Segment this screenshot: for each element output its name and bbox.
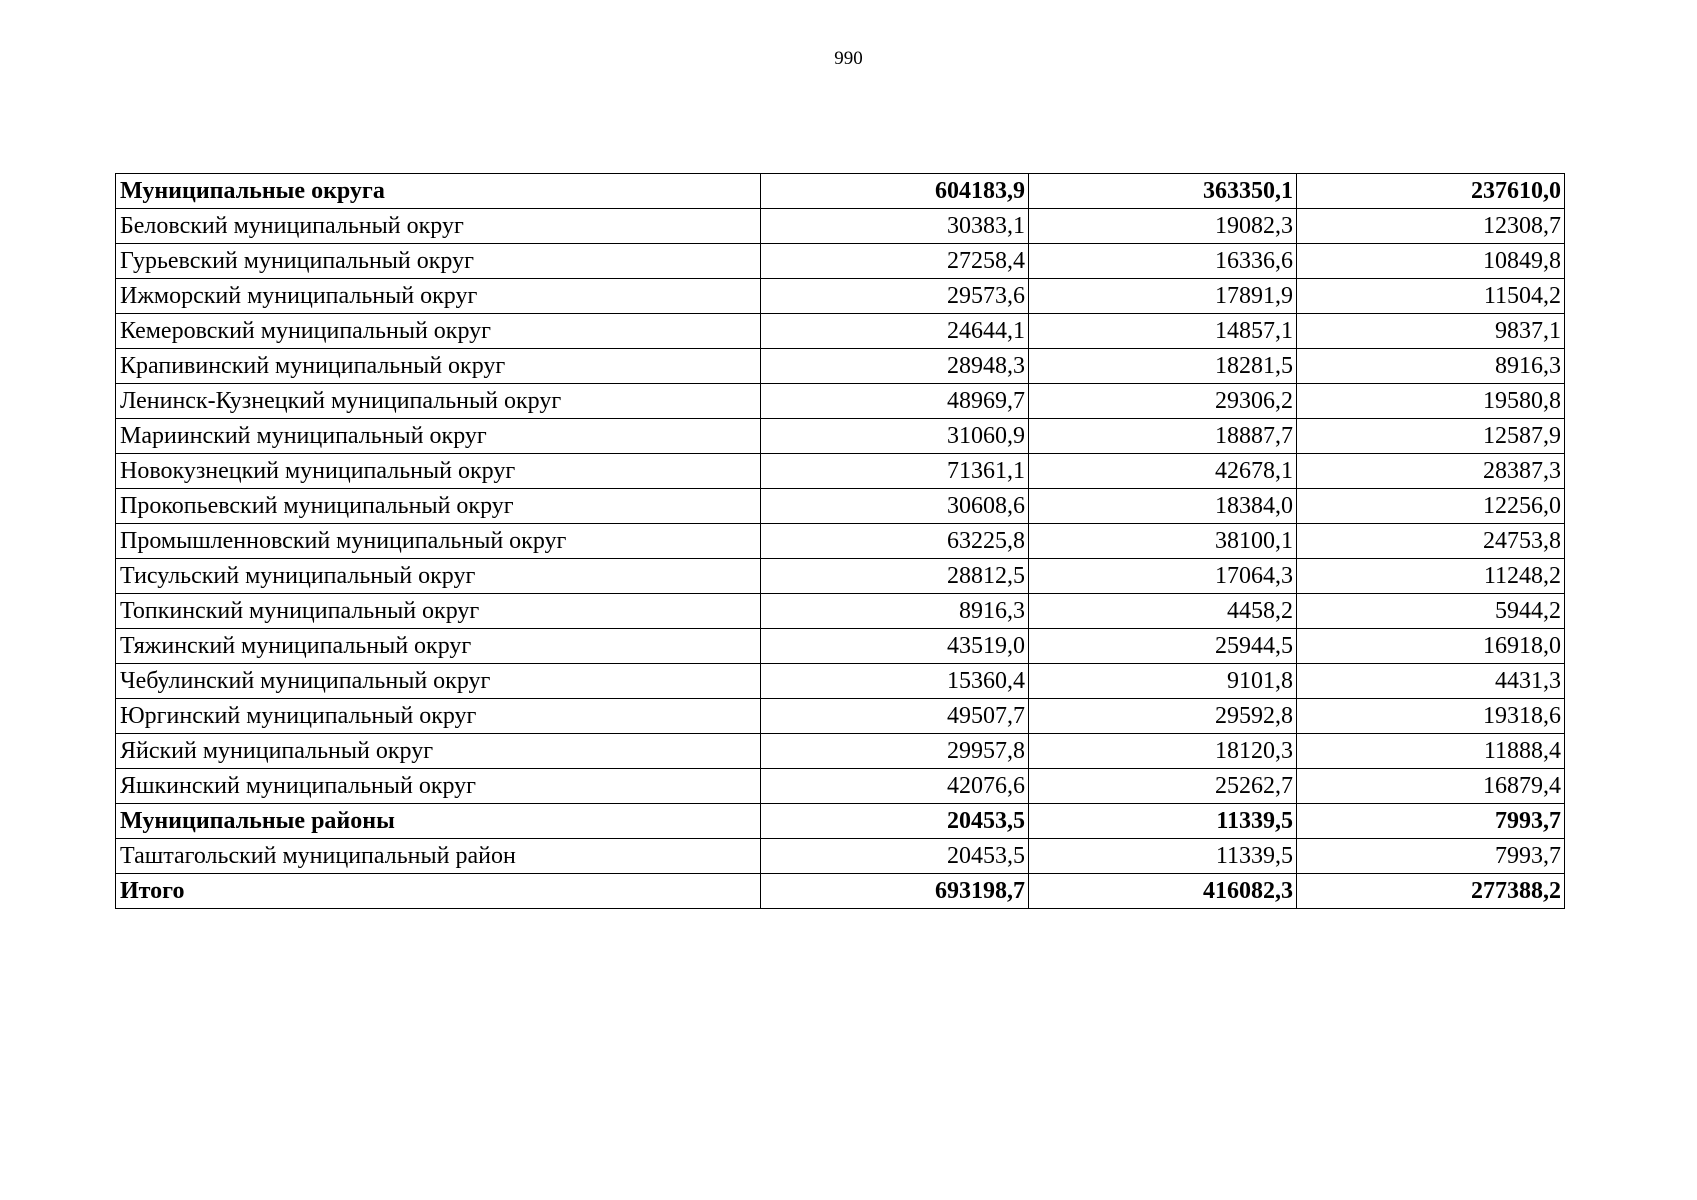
row-name-cell: Ленинск-Кузнецкий муниципальный округ: [116, 384, 761, 419]
table-row: [116, 209, 1565, 244]
row-value-3-cell: 12587,9: [1297, 419, 1565, 454]
row-value-1-cell: 31060,9: [761, 419, 1029, 454]
table-row: [116, 839, 1565, 874]
row-value-2-cell: 4458,2: [1029, 594, 1297, 629]
row-name-cell: Новокузнецкий муниципальный округ: [116, 454, 761, 489]
row-name-cell: Крапивинский муниципальный округ: [116, 349, 761, 384]
table-row: [116, 489, 1565, 524]
table-row: [116, 244, 1565, 279]
row-value-3-cell: 16879,4: [1297, 769, 1565, 804]
row-value-2-cell: 17064,3: [1029, 559, 1297, 594]
row-value-2-cell: 17891,9: [1029, 279, 1297, 314]
row-name-cell: Беловский муниципальный округ: [116, 209, 761, 244]
row-name-cell: Тисульский муниципальный округ: [116, 559, 761, 594]
row-value-1-cell: 28812,5: [761, 559, 1029, 594]
row-value-3-cell: 10849,8: [1297, 244, 1565, 279]
table-row: [116, 454, 1565, 489]
row-name-cell: Яйский муниципальный округ: [116, 734, 761, 769]
row-value-2-cell: 18384,0: [1029, 489, 1297, 524]
table-row: [116, 874, 1565, 909]
row-value-1-cell: 29957,8: [761, 734, 1029, 769]
row-name-cell: Чебулинский муниципальный округ: [116, 664, 761, 699]
table-row: [116, 629, 1565, 664]
table-row: [116, 174, 1565, 209]
table-row: [116, 384, 1565, 419]
row-value-3-cell: 277388,2: [1297, 874, 1565, 909]
row-value-1-cell: 30383,1: [761, 209, 1029, 244]
row-value-1-cell: 20453,5: [761, 804, 1029, 839]
row-value-1-cell: 43519,0: [761, 629, 1029, 664]
table-row: [116, 559, 1565, 594]
row-value-3-cell: 237610,0: [1297, 174, 1565, 209]
row-value-1-cell: 20453,5: [761, 839, 1029, 874]
row-value-1-cell: 604183,9: [761, 174, 1029, 209]
row-value-1-cell: 15360,4: [761, 664, 1029, 699]
row-value-2-cell: 18887,7: [1029, 419, 1297, 454]
row-value-2-cell: 19082,3: [1029, 209, 1297, 244]
row-name-cell: Яшкинский муниципальный округ: [116, 769, 761, 804]
row-value-1-cell: 71361,1: [761, 454, 1029, 489]
row-value-2-cell: 25944,5: [1029, 629, 1297, 664]
row-value-1-cell: 48969,7: [761, 384, 1029, 419]
row-value-2-cell: 42678,1: [1029, 454, 1297, 489]
table-row: [116, 349, 1565, 384]
row-value-3-cell: 7993,7: [1297, 804, 1565, 839]
row-name-cell: Ижморский муниципальный округ: [116, 279, 761, 314]
row-value-3-cell: 9837,1: [1297, 314, 1565, 349]
row-name-cell: Итого: [116, 874, 761, 909]
row-value-2-cell: 9101,8: [1029, 664, 1297, 699]
row-name-cell: Прокопьевский муниципальный округ: [116, 489, 761, 524]
row-value-3-cell: 12308,7: [1297, 209, 1565, 244]
row-value-1-cell: 42076,6: [761, 769, 1029, 804]
row-value-1-cell: 63225,8: [761, 524, 1029, 559]
row-value-1-cell: 29573,6: [761, 279, 1029, 314]
row-value-3-cell: 8916,3: [1297, 349, 1565, 384]
table-row: [116, 314, 1565, 349]
table-row: [116, 419, 1565, 454]
row-name-cell: Таштагольский муниципальный район: [116, 839, 761, 874]
table-row: [116, 664, 1565, 699]
row-value-1-cell: 8916,3: [761, 594, 1029, 629]
row-name-cell: Муниципальные округа: [116, 174, 761, 209]
row-value-1-cell: 30608,6: [761, 489, 1029, 524]
row-value-2-cell: 14857,1: [1029, 314, 1297, 349]
row-value-3-cell: 24753,8: [1297, 524, 1565, 559]
table-body: [116, 174, 1565, 909]
row-value-3-cell: 11248,2: [1297, 559, 1565, 594]
row-name-cell: Мариинский муниципальный округ: [116, 419, 761, 454]
table-row: [116, 804, 1565, 839]
row-name-cell: Топкинский муниципальный округ: [116, 594, 761, 629]
row-value-2-cell: 18281,5: [1029, 349, 1297, 384]
row-value-1-cell: 693198,7: [761, 874, 1029, 909]
row-value-3-cell: 11504,2: [1297, 279, 1565, 314]
row-value-2-cell: 363350,1: [1029, 174, 1297, 209]
table-row: [116, 769, 1565, 804]
row-value-1-cell: 28948,3: [761, 349, 1029, 384]
row-value-2-cell: 11339,5: [1029, 839, 1297, 874]
row-value-3-cell: 7993,7: [1297, 839, 1565, 874]
row-name-cell: Кемеровский муниципальный округ: [116, 314, 761, 349]
row-value-3-cell: 19318,6: [1297, 699, 1565, 734]
table-row: [116, 594, 1565, 629]
row-value-2-cell: 29306,2: [1029, 384, 1297, 419]
table-row: [116, 734, 1565, 769]
row-value-2-cell: 29592,8: [1029, 699, 1297, 734]
row-value-3-cell: 11888,4: [1297, 734, 1565, 769]
table-row: [116, 279, 1565, 314]
row-value-1-cell: 27258,4: [761, 244, 1029, 279]
row-name-cell: Гурьевский муниципальный округ: [116, 244, 761, 279]
page-number: 990: [834, 48, 863, 69]
row-value-3-cell: 19580,8: [1297, 384, 1565, 419]
row-name-cell: Юргинский муниципальный округ: [116, 699, 761, 734]
row-value-1-cell: 49507,7: [761, 699, 1029, 734]
row-value-2-cell: 16336,6: [1029, 244, 1297, 279]
row-name-cell: Муниципальные районы: [116, 804, 761, 839]
table-row: [116, 699, 1565, 734]
data-table: [115, 173, 1565, 909]
row-name-cell: Промышленновский муниципальный округ: [116, 524, 761, 559]
table-row: [116, 524, 1565, 559]
row-value-2-cell: 18120,3: [1029, 734, 1297, 769]
row-value-3-cell: 12256,0: [1297, 489, 1565, 524]
row-name-cell: Тяжинский муниципальный округ: [116, 629, 761, 664]
row-value-3-cell: 28387,3: [1297, 454, 1565, 489]
row-value-2-cell: 416082,3: [1029, 874, 1297, 909]
row-value-3-cell: 5944,2: [1297, 594, 1565, 629]
row-value-1-cell: 24644,1: [761, 314, 1029, 349]
row-value-2-cell: 11339,5: [1029, 804, 1297, 839]
row-value-2-cell: 25262,7: [1029, 769, 1297, 804]
row-value-3-cell: 16918,0: [1297, 629, 1565, 664]
row-value-3-cell: 4431,3: [1297, 664, 1565, 699]
row-value-2-cell: 38100,1: [1029, 524, 1297, 559]
